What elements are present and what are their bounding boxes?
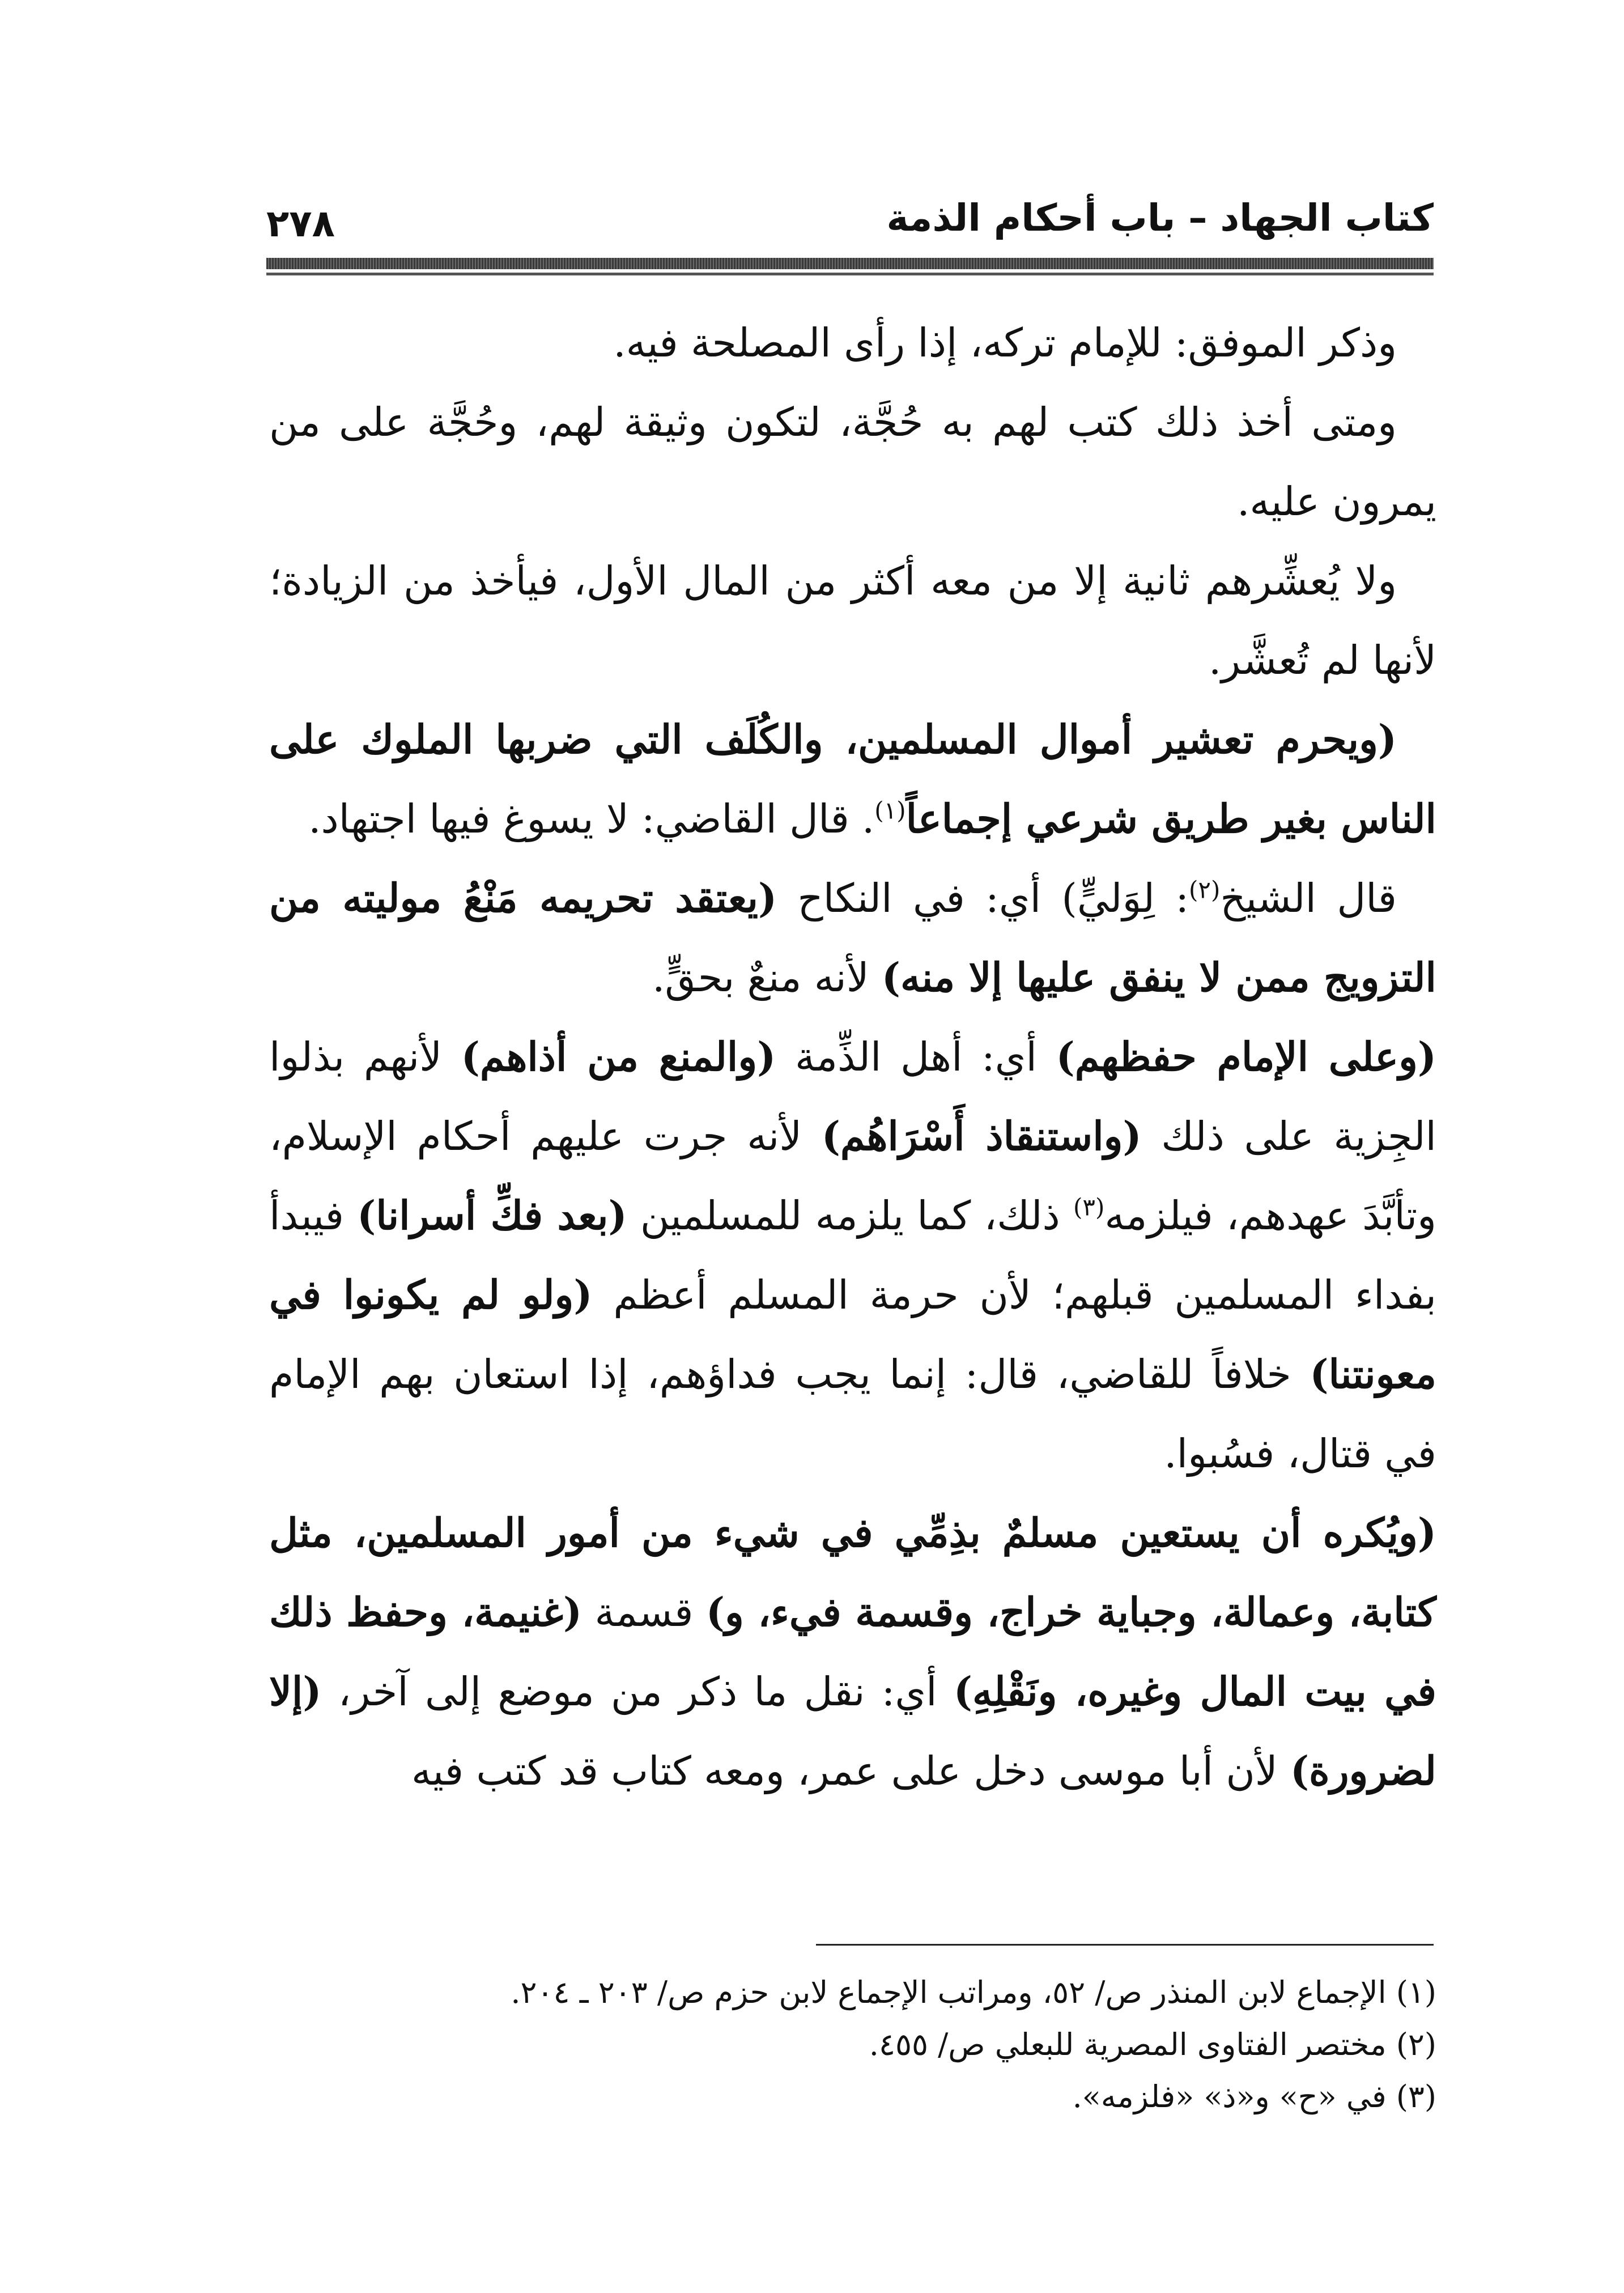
footnote-3: (٣) في «ح» و«ذ» «فلزمه».	[1072, 2079, 1436, 2114]
paragraph-7-matn-1: (ويُكره أن يستعين مسلمٌ بذِمِّي في شيء من أمور المسلمين، مثل كتابة، وعمالة، وجباية خراج، وقسمة فيء، و)	[269, 1509, 1436, 1636]
footnote-ref-2: (٢)	[1189, 876, 1221, 904]
paragraph-4	[269, 700, 1436, 859]
footnote-ref-3: (٣)	[1073, 1193, 1105, 1221]
paragraph-5-matn: (يعتقد تحريمه مَنْعُ موليته من التزويج ممن لا ينفق عليها إلا منه)	[269, 874, 1436, 1001]
paragraph-5-lead: قال الشيخ	[1220, 875, 1397, 922]
paragraph-5-commentary: لأنه منعٌ بحقٍّ.	[652, 954, 882, 1001]
paragraph-2-text: ومتى أخذ ذلك كتب لهم به حُجَّة، لتكون وثيقة لهم، وحُجَّة على من يمرون عليه.	[269, 399, 1436, 525]
paragraph-1-text: وذكر الموفق: للإمام تركه، إذا رأى المصلحة فيه.	[613, 320, 1397, 366]
paragraph-6-matn-4: (بعد فكِّ أسرانا)	[357, 1192, 627, 1239]
paragraph-6-text-4: ذلك، كما يلزمه للمسلمين	[627, 1192, 1073, 1239]
footnote-1: (١) الإجماع لابن المنذر ص/ ٥٢، ومراتب الإجماع لابن حزم ص/ ٢٠٣ ـ ٢٠٤.	[511, 1974, 1436, 2010]
paragraph-1	[269, 303, 1436, 383]
paragraph-7-text-1: قسمة	[582, 1589, 706, 1636]
header-rule	[266, 258, 1434, 269]
running-title: كتاب الجهاد – باب أحكام الذمة	[886, 196, 1434, 240]
paragraph-3-text: ولا يُعشِّرهم ثانية إلا من معه أكثر من المال الأول، فيأخذ من الزيادة؛ لأنها لم تُعشَّر.	[269, 558, 1436, 683]
paragraph-6-text-5: فيبدأ بفداء المسلمين قبلهم؛ لأن حرمة المسلم أعظم	[269, 1192, 1436, 1318]
paragraph-7	[269, 1493, 1436, 1811]
paragraph-5	[269, 859, 1436, 1017]
paragraph-6-matn-3: (واستنقاذ أَسْرَاهُم)	[821, 1112, 1142, 1160]
header-rule-thin	[266, 273, 1434, 275]
paragraph-6-matn-2: (والمنع من أذاهم)	[461, 1033, 776, 1080]
paragraph-7-matn-2: (غنيمة، وحفظ ذلك في بيت المال وغيره، ونَقْلِهِ)	[269, 1589, 1436, 1715]
footnote-ref-1: (١)	[874, 796, 906, 825]
paragraph-6-matn-5: (ولو لم يكونوا في معونتنا)	[269, 1271, 1436, 1398]
footnotes	[269, 1967, 1436, 2123]
paragraph-6-text-1: أي: أهل الذِّمة	[776, 1034, 1056, 1080]
paragraph-6-text-3: لأنه جرت عليهم أحكام الإسلام، وتأبَّدَ عهدهم، فيلزمه	[269, 1113, 1436, 1239]
page-header	[266, 193, 1434, 255]
paragraph-6-matn-1: (وعلى الإمام حفظهم)	[1056, 1033, 1436, 1080]
paragraph-6	[269, 1017, 1436, 1493]
paragraph-6-text-6: خلافاً للقاضي، قال: إنما يجب فداؤهم، إذا استعان بهم الإمام في قتال، فسُبوا.	[269, 1351, 1436, 1477]
page-number: ٢٧٨	[266, 202, 335, 245]
paragraph-4-matn: (ويحرم تعشير أموال المسلمين، والكُلَف التي ضربها الملوك على الناس بغير طريق شرعي إجماعاً	[269, 716, 1436, 842]
paragraph-2	[269, 383, 1436, 541]
paragraph-6-text-2: لأنهم بذلوا الجِزية على ذلك	[269, 1034, 1437, 1160]
footnote-2: (٢) مختصر الفتاوى المصرية للبعلي ص/ ٤٥٥.	[869, 2027, 1436, 2062]
paragraph-4-commentary: . قال القاضي: لا يسوغ فيها اجتهاد.	[308, 796, 875, 842]
paragraph-7-text-2: أي: نقل ما ذكر من موضع إلى آخر،	[321, 1668, 954, 1715]
footnote-separator	[816, 1944, 1434, 1946]
main-text	[269, 303, 1436, 1811]
paragraph-7-matn-3: (إلا لضرورة)	[269, 1668, 1436, 1794]
paragraph-3	[269, 541, 1436, 700]
paragraph-7-text-3: لأن أبا موسى دخل على عمر، ومعه كتاب قد كتب فيه	[411, 1748, 1290, 1794]
paragraph-5-text: : لِوَليٍّ) أي: في النكاح	[777, 875, 1189, 922]
